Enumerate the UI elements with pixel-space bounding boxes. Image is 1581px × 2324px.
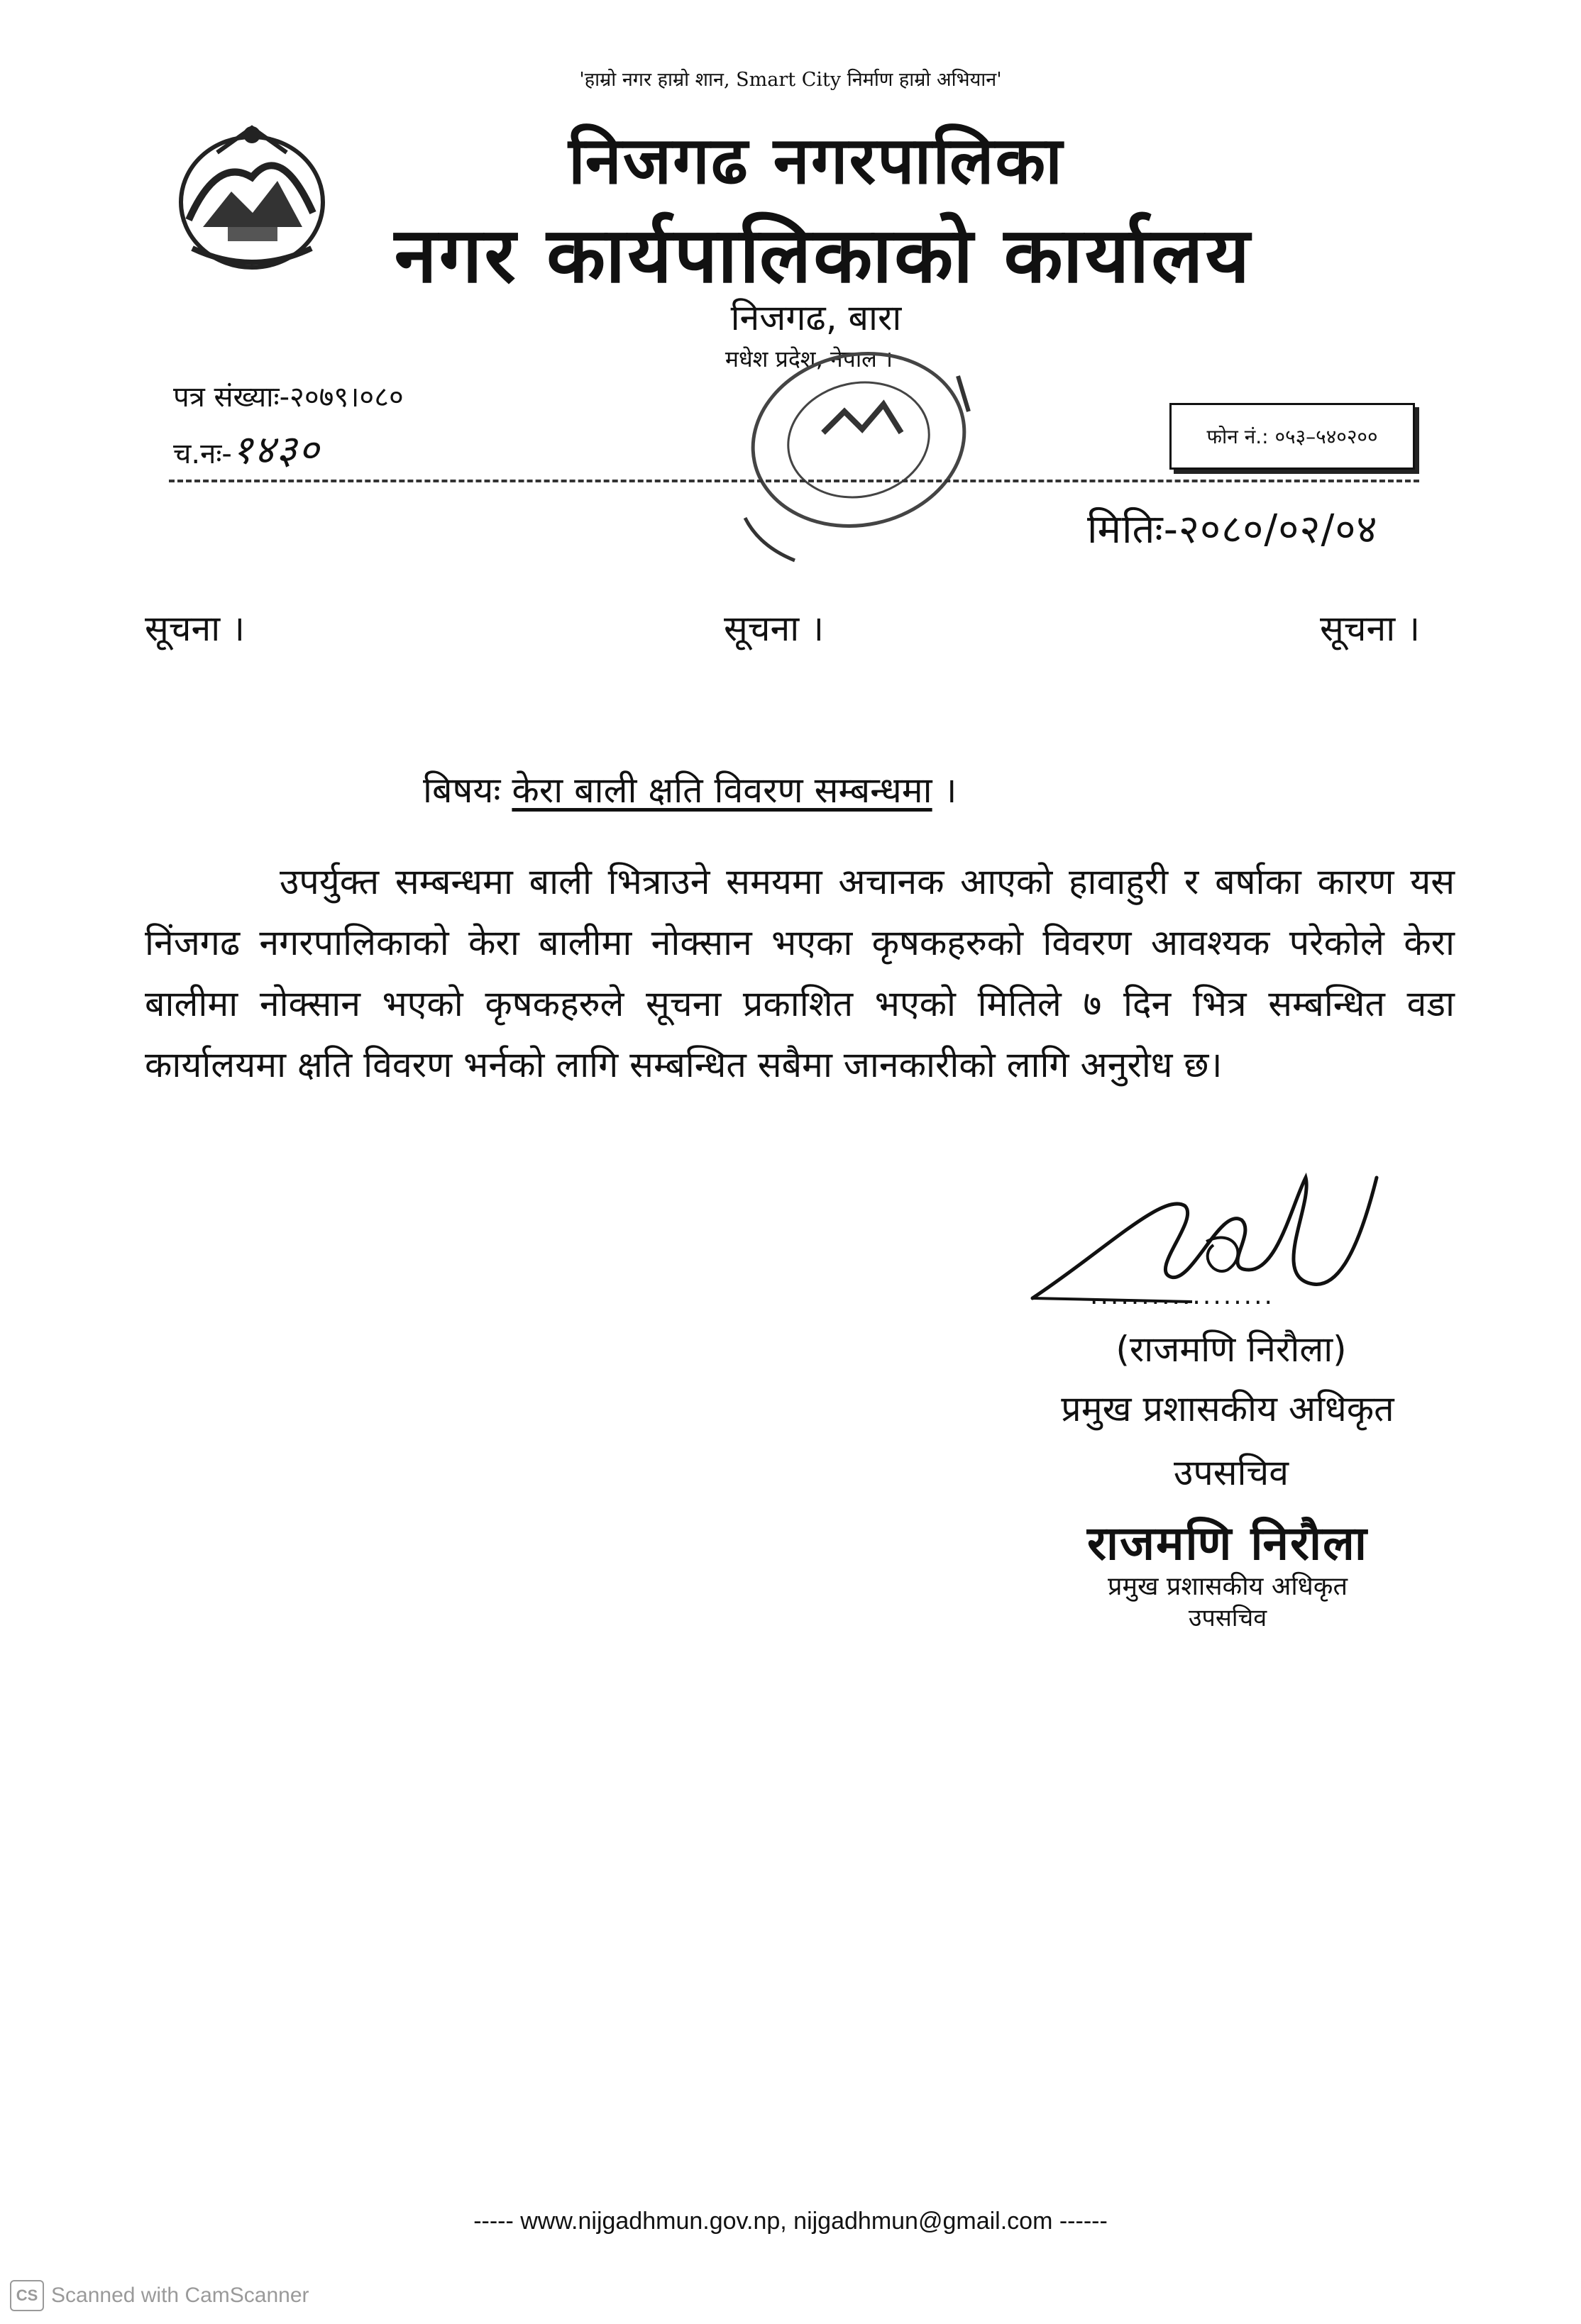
dispatch-number-value: १४३० — [231, 427, 321, 473]
name-stamp: राजमणि निरौला — [1087, 1516, 1368, 1571]
notice-heading-left: सूचना । — [145, 608, 246, 649]
dispatch-number — [173, 421, 320, 475]
municipality-name: निजगढ नगरपालिका — [568, 123, 1064, 199]
header-divider — [169, 480, 1419, 482]
notice-body — [145, 851, 1455, 1095]
letter-date: मितिः-२०८०/०२/०४ — [1087, 507, 1378, 553]
phone-number: फोन नं.: ०५३–५४०२०० — [1206, 425, 1378, 448]
footer-contact: ----- www.nijgadhmun.gov.np, nijgadhmun@gmail.com ------ — [473, 2208, 1108, 2235]
name-stamp-position: प्रमुख प्रशासकीय अधिकृत — [1108, 1572, 1348, 1601]
notice-heading-center: सूचना । — [724, 608, 825, 649]
camscanner-text: Scanned with CamScanner — [51, 2284, 309, 2307]
phone-box — [1169, 403, 1415, 470]
signatory-name: (राजमणि निरौला) — [1115, 1329, 1347, 1370]
subject-label: बिषयः — [423, 770, 501, 811]
dispatch-number-label: च.नः- — [173, 438, 232, 470]
subject-line — [423, 765, 957, 813]
slogan: 'हाम्रो नगर हाम्रो शान, Smart City निर्माण हाम्रो अभियान' — [579, 69, 1002, 91]
subject-suffix: । — [932, 770, 957, 811]
name-stamp-rank: उपसचिव — [1188, 1604, 1267, 1632]
notice-heading-right: सूचना । — [1320, 608, 1421, 649]
office-name: नगर कार्यपालिकाको कार्यालय — [394, 211, 1252, 300]
camscanner-logo-icon: CS — [10, 2280, 44, 2311]
letter-reference-number: पत्र संख्याः-२०७९।०८० — [173, 381, 404, 414]
address-line2: मधेश प्रदेश, नेपाल । — [725, 345, 893, 372]
camscanner-watermark — [10, 2280, 309, 2311]
address-line1: निजगढ, बारा — [730, 297, 902, 338]
office-stamp — [717, 333, 1001, 575]
subject-text: केरा बाली क्षति विवरण सम्बन्धमा — [512, 770, 932, 811]
notice-body-text: उपर्युक्त सम्बन्धमा बाली भित्राउने समयमा अचानक आएको हावाहुरी र बर्षाका कारण यस निंजगढ नगरपालिकाको केरा बालीमा नोक्सान भएका कृषकहरुको विवरण आवश्यक परेकोले केरा बालीमा नोक्सान भएको कृषकहरुले सूचना प्रकाशित भएको मितिले ७ दिन भित्र सम्बन्धित वडा कार्यालयमा क्षति विवरण भर्नको लागि सम्बन्धित सबैमा जानकारीको लागि अनुरोध छ। — [145, 861, 1455, 1085]
signatory-position: प्रमुख प्रशासकीय अधिकृत — [1061, 1388, 1394, 1429]
signature-dotted-line: .................. — [1090, 1281, 1274, 1310]
signatory-rank: उपसचिव — [1173, 1452, 1289, 1493]
